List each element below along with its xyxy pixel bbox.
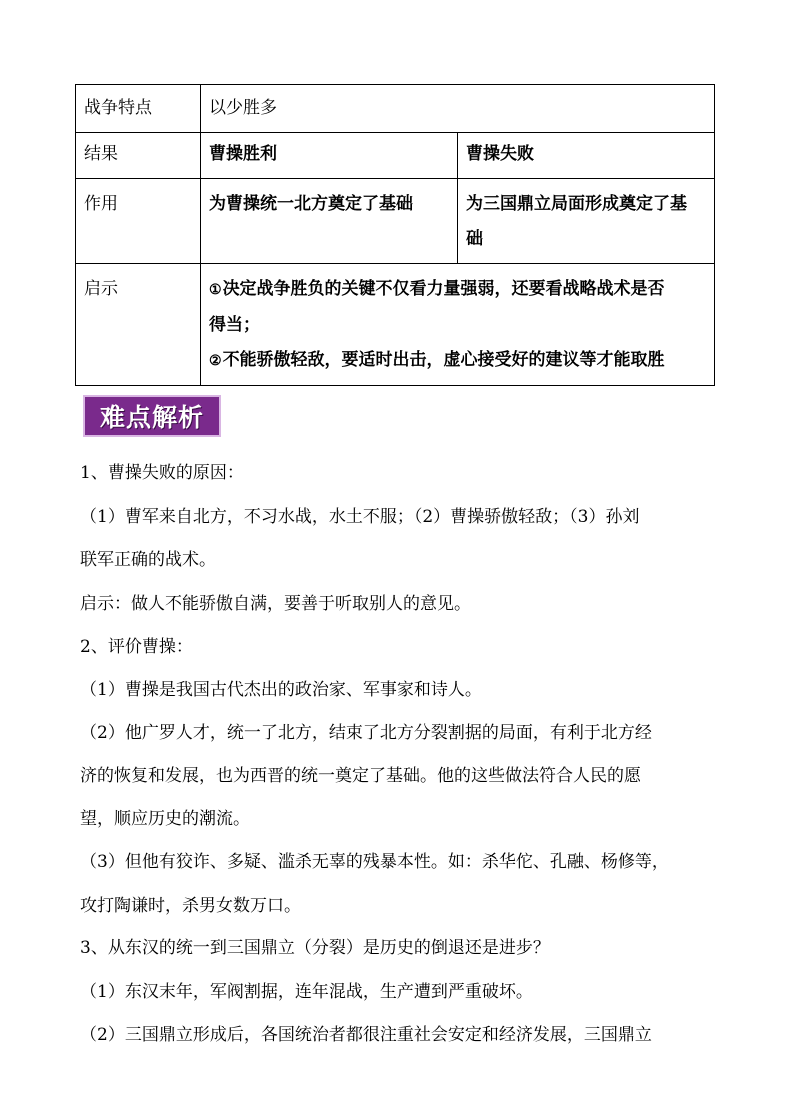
- lesson-item-1-line-2: 得当；: [209, 315, 260, 335]
- paragraph-line: 攻打陶谦时，杀男女数万口。: [80, 896, 301, 916]
- effect-cao-defeat: [458, 179, 715, 264]
- section-3-title: 3、从东汉的统一到三国鼎立（分裂）是历史的倒退还是进步？: [80, 938, 550, 958]
- paragraph-line: （2）他广罗人才，统一了北方，结束了北方分裂割据的局面，有利于北方经: [80, 723, 652, 743]
- result-cao-victory: 曹操胜利: [201, 133, 458, 179]
- effect-line-1: 为三国鼎立局面形成奠定了基: [466, 194, 687, 214]
- effect-line-2: 础: [466, 229, 483, 249]
- table-row: [76, 133, 715, 179]
- paragraph-line: 联军正确的战术。: [80, 550, 216, 570]
- table-row: [76, 264, 715, 386]
- effect-cao-victory: 为曹操统一北方奠定了基础: [201, 179, 458, 264]
- item-marker: ①: [209, 282, 222, 298]
- summary-table: [75, 84, 715, 386]
- paragraph-line: （3）但他有狡诈、多疑、滥杀无辜的残暴本性。如：杀华佗、孔融、杨修等，: [80, 852, 669, 872]
- section-badge-text: 难点解析: [99, 403, 204, 432]
- table-row: [76, 179, 715, 264]
- paragraph-line: （1）东汉末年，军阀割据，连年混战，生产遭到严重破坏。: [80, 982, 533, 1002]
- lesson-item-2: 不能骄傲轻敌，要适时出击，虚心接受好的建议等才能取胜: [222, 350, 665, 370]
- lesson-content: [201, 264, 715, 386]
- item-marker: ②: [209, 353, 222, 369]
- lesson-label: 启示: [76, 264, 201, 386]
- paragraph-line: 启示：做人不能骄傲自满，要善于听取别人的意见。: [80, 594, 471, 614]
- lesson-item-1-line-1: 决定战争胜负的关键不仅看力量强弱，还要看战略战术是否: [222, 279, 665, 299]
- war-feature-label: 战争特点: [76, 85, 201, 133]
- war-feature-value: 以少胜多: [201, 85, 715, 133]
- result-label: 结果: [76, 133, 201, 179]
- result-cao-defeat: 曹操失败: [458, 133, 715, 179]
- paragraph-line: 望，顺应历史的潮流。: [80, 809, 250, 829]
- table-row: [76, 85, 715, 133]
- effect-label: 作用: [76, 179, 201, 264]
- section-2-title: 2、评价曹操：: [80, 637, 193, 657]
- section-badge: [83, 395, 221, 437]
- paragraph-line: （1）曹操是我国古代杰出的政治家、军事家和诗人。: [80, 680, 482, 700]
- section-1-title: 1、曹操失败的原因：: [80, 463, 244, 483]
- paragraph-line: （1）曹军来自北方，不习水战，水土不服；（2）曹操骄傲轻敌；（3）孙刘: [80, 507, 640, 527]
- paragraph-line: 济的恢复和发展，也为西晋的统一奠定了基础。他的这些做法符合人民的愿: [80, 766, 641, 786]
- paragraph-line: （2）三国鼎立形成后，各国统治者都很注重社会安定和经济发展，三国鼎立: [80, 1025, 652, 1045]
